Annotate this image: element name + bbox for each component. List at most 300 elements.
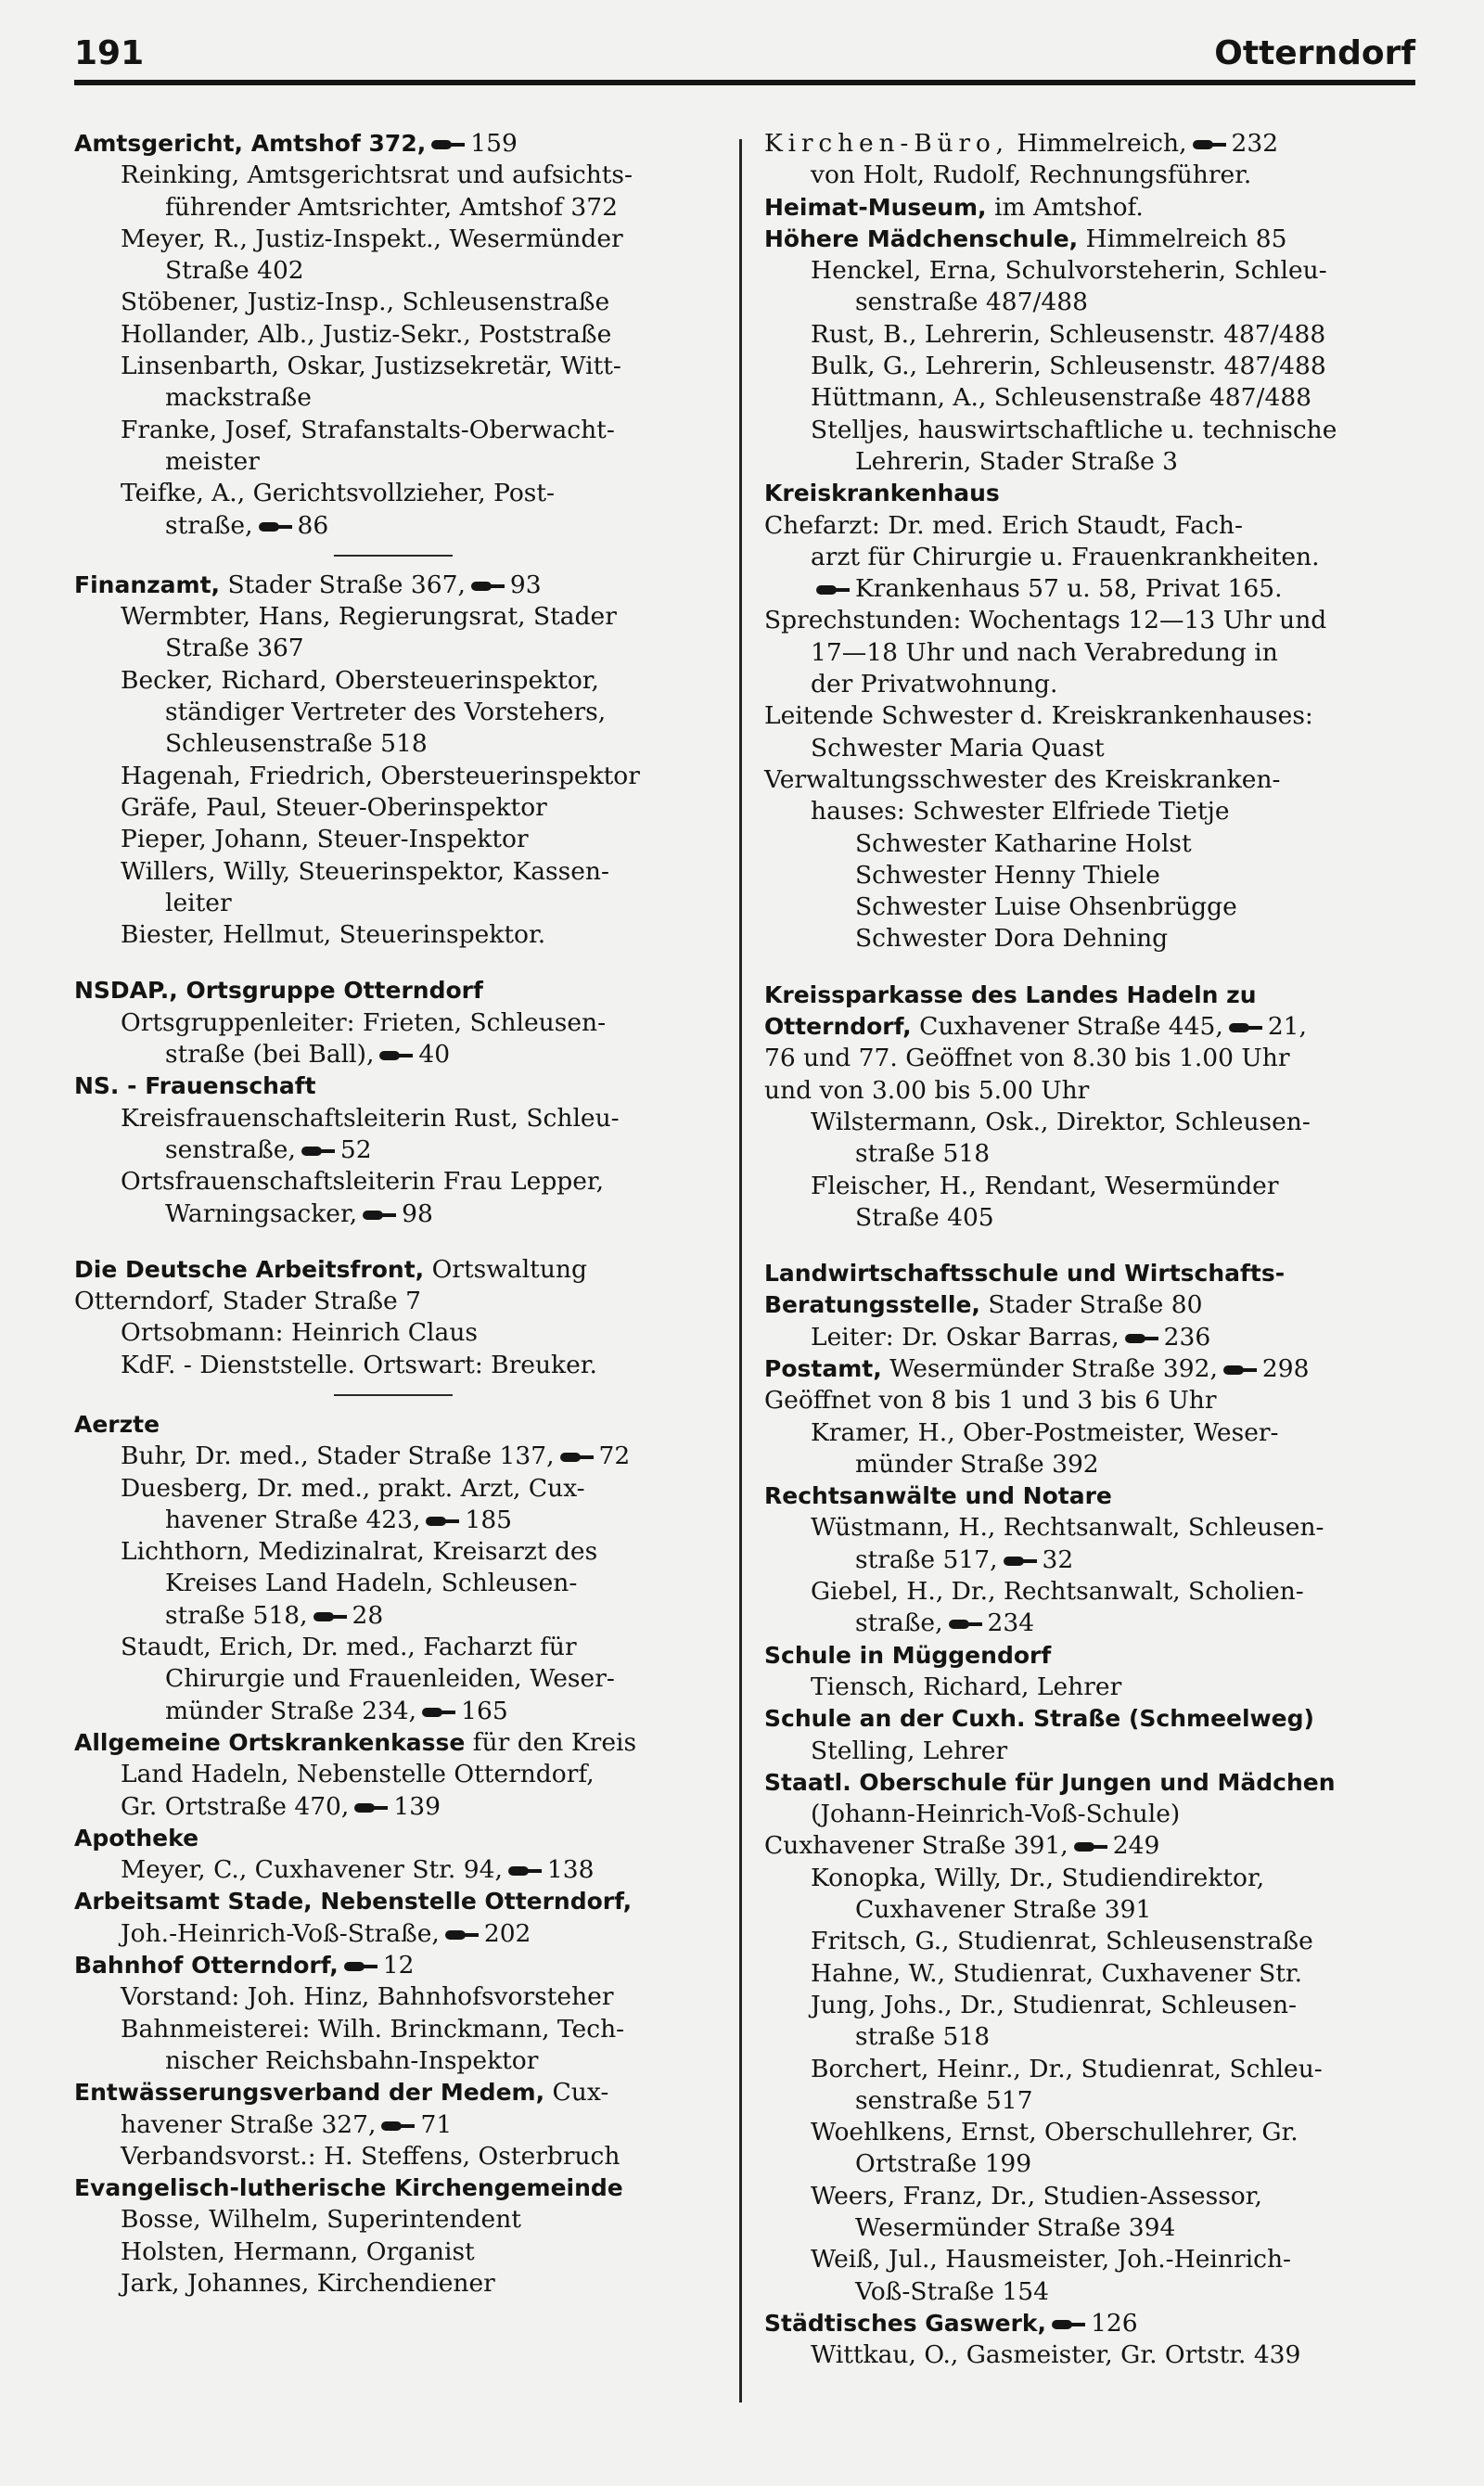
entry-heading-line <box>74 1886 714 1917</box>
entry-line <box>764 2085 1414 2117</box>
entry-text: Schwester Dora Dehning <box>855 924 1169 954</box>
entry-line <box>74 224 714 255</box>
entry-text: Krankenhaus 57 u. 58, Privat 165. <box>855 574 1283 604</box>
entry-text: Lehrerin, Stader Straße 3 <box>855 446 1179 476</box>
entry-text: Teifke, A., Gerichtsvollzieher, Post- <box>121 479 555 508</box>
entry-text: Linsenbarth, Oskar, Justizsekretär, Witt- <box>121 352 621 381</box>
entry-heading-line <box>74 1950 714 1981</box>
entry-line <box>764 1736 1414 1767</box>
entry-text: meister <box>165 446 260 476</box>
entry-heading: Apotheke <box>74 1824 199 1852</box>
entry-text: havener Straße 327, <box>121 2109 377 2139</box>
section-gap <box>74 1230 714 1254</box>
entry-text: straße 517, <box>855 1544 998 1574</box>
entry-text: (Johann-Heinrich-Voß-Schule) <box>811 1800 1181 1829</box>
entry-text: ständiger Vertreter des Vorstehers, <box>165 698 607 727</box>
telephone-icon <box>377 1048 415 1063</box>
telephone-icon <box>361 1208 398 1223</box>
telephone-icon <box>1050 2317 1087 2332</box>
entry-line <box>74 1918 714 1950</box>
left-column <box>74 128 714 2300</box>
entry-text: Gräfe, Paul, Steuer-Oberinspektor <box>121 792 547 822</box>
entry-text: Cux- <box>544 2078 609 2108</box>
entry-line <box>764 2148 1414 2180</box>
entry-heading: Arbeitsamt Stade, Nebenstelle Otterndorf, <box>74 1888 633 1916</box>
telephone-icon <box>429 137 467 152</box>
entry-text: Schleusenstraße 518 <box>165 729 428 759</box>
entry-line <box>764 891 1414 923</box>
entry-heading: Kreiskrankenhaus <box>764 480 1000 507</box>
entry-text: Straße 405 <box>855 1202 994 1232</box>
entry-text: Chirurgie und Frauenleiden, Weser- <box>165 1664 615 1694</box>
phone-number: 72 <box>598 1442 631 1471</box>
entry-heading: Amtsgericht, Amtshof 372, <box>74 130 427 157</box>
entry-line <box>74 1536 714 1568</box>
entry-line <box>74 1854 714 1886</box>
entry-line <box>74 446 714 478</box>
entry-line <box>74 1696 714 1727</box>
entry-heading-line <box>74 1727 714 1759</box>
entry-line <box>764 1512 1414 1544</box>
entry-heading: Bahnhof Otterndorf, <box>74 1952 339 1980</box>
entry-line <box>764 1863 1414 1894</box>
entry-text: Tiensch, Richard, Lehrer <box>811 1672 1122 1701</box>
entry-text: senstraße, <box>165 1134 296 1164</box>
entry-heading-line <box>764 1703 1414 1735</box>
entry-heading: Schule in Müggendorf <box>764 1641 1052 1669</box>
entry-text: Jark, Johannes, Kirchendiener <box>121 2269 495 2298</box>
entry-line <box>74 633 714 664</box>
entry-text: Geöffnet von 8 bis 1 und 3 bis 6 Uhr <box>764 1386 1217 1416</box>
phone-number: 93 <box>509 570 542 599</box>
entry-text: Straße 402 <box>165 256 304 286</box>
phone-number: 298 <box>1261 1353 1310 1383</box>
entry-heading: Finanzamt, <box>74 570 221 598</box>
entry-heading-line <box>74 2172 714 2204</box>
entry-line <box>764 1672 1414 1703</box>
entry-line <box>764 2276 1414 2308</box>
entry-text: Kreises Land Hadeln, Schleusen- <box>165 1569 578 1598</box>
entry-heading: Beratungsstelle, <box>764 1291 980 1319</box>
entry-text: Weers, Franz, Dr., Studien-Assessor, <box>811 2181 1262 2210</box>
entry-line <box>764 1926 1414 1957</box>
entry-line <box>764 637 1414 669</box>
entry-heading-line <box>74 1254 714 1286</box>
telephone-icon <box>424 1514 461 1529</box>
entry-line <box>74 728 714 760</box>
phone-number: 126 <box>1091 2308 1138 2338</box>
entry-heading-line <box>74 975 714 1006</box>
entry-text: Sprechstunden: Wochentags 12—13 Uhr und <box>764 606 1327 635</box>
entry-text: Schwester Katharine Holst <box>855 828 1192 858</box>
entry-heading: Evangelisch-lutherische Kirchengemeinde <box>74 2174 623 2202</box>
column-divider <box>739 139 742 2403</box>
entry-text: Bosse, Wilhelm, Superintendent <box>121 2205 521 2235</box>
phone-number: 159 <box>470 129 518 158</box>
entry-line <box>764 669 1414 700</box>
entry-line <box>764 1449 1414 1480</box>
phone-number: 71 <box>420 2109 453 2139</box>
entry-line <box>74 665 714 697</box>
entry-text: Stelljes, hauswirtschaftliche u. technische <box>811 415 1337 444</box>
entry-spaced-title: Kirchen-Büro, <box>764 129 1009 158</box>
entry-text: Biester, Hellmut, Steuerinspektor. <box>121 920 546 950</box>
entry-text: havener Straße 423, <box>165 1505 421 1534</box>
entry-text: Himmelreich, <box>1008 129 1187 158</box>
phone-number: 234 <box>987 1608 1035 1638</box>
entry-text: für den Kreis <box>465 1727 637 1757</box>
entry-text: straße 518 <box>855 2022 991 2052</box>
entry-text: Franke, Josef, Strafanstalts-Oberwacht- <box>121 415 615 444</box>
entry-text: Schwester Maria Quast <box>811 733 1105 762</box>
right-column <box>764 128 1414 2371</box>
entry-text: Stader Straße 367, <box>220 570 466 599</box>
entry-text: Rust, B., Lehrerin, Schleusenstr. 487/488 <box>811 319 1326 349</box>
entry-heading: Städtisches Gaswerk, <box>764 2309 1047 2337</box>
entry-heading-line <box>764 980 1414 1011</box>
entry-line <box>74 1600 714 1632</box>
entry-text: Stöbener, Justiz-Insp., Schleusenstraße <box>121 288 610 317</box>
entry-text: straße (bei Ball), <box>165 1040 375 1070</box>
telephone-icon <box>1072 1839 1109 1854</box>
entry-heading: Die Deutsche Arbeitsfront, <box>74 1255 425 1283</box>
phone-number: 202 <box>483 1918 531 1948</box>
telephone-icon <box>947 1617 984 1632</box>
entry-line <box>74 1317 714 1349</box>
entry-text: Reinking, Amtsgerichtsrat und aufsichts- <box>121 160 633 190</box>
entry-text: Wüstmann, H., Rechtsanwalt, Schleusen- <box>811 1513 1324 1543</box>
entry-text: mackstraße <box>165 383 312 413</box>
entry-text: Chefarzt: Dr. med. Erich Staudt, Fach- <box>764 510 1243 540</box>
entry-heading-line <box>764 1011 1414 1043</box>
phone-number: 232 <box>1231 129 1279 158</box>
entry-text: arzt für Chirurgie u. Frauenkrankheiten. <box>811 542 1320 571</box>
telephone-icon <box>469 579 506 594</box>
entry-text: Weiß, Jul., Hausmeister, Joh.-Heinrich- <box>811 2245 1291 2275</box>
entry-line <box>74 1473 714 1505</box>
entry-line <box>74 856 714 888</box>
entry-text: straße 518 <box>855 1139 991 1169</box>
entry-heading-line <box>764 1258 1414 1289</box>
entry-line <box>764 128 1414 160</box>
section-separator <box>334 555 453 557</box>
entry-line <box>764 319 1414 351</box>
entry-line <box>764 1799 1414 1830</box>
phone-number: 98 <box>402 1198 433 1228</box>
entry-text: Giebel, H., Dr., Rechtsanwalt, Scholien- <box>811 1577 1304 1607</box>
entry-line <box>74 1441 714 1472</box>
entry-text: münder Straße 392 <box>855 1449 1099 1479</box>
entry-heading-line <box>74 1823 714 1854</box>
entry-line <box>74 1134 714 1166</box>
entry-line <box>74 2109 714 2141</box>
entry-line <box>764 605 1414 636</box>
entry-line <box>74 255 714 287</box>
entry-heading-line <box>74 128 714 160</box>
entry-line <box>764 2181 1414 2212</box>
place-title: Otterndorf <box>1214 34 1415 72</box>
entry-line <box>74 510 714 542</box>
entry-text: Straße 367 <box>165 634 304 663</box>
entry-heading-line <box>764 192 1414 224</box>
entry-line <box>764 1385 1414 1416</box>
entry-line <box>764 1576 1414 1608</box>
entry-text: Fleischer, H., Rendant, Wesermünder <box>811 1171 1279 1200</box>
phone-number: 12 <box>382 1951 415 1980</box>
entry-line <box>764 446 1414 478</box>
entry-heading: Allgemeine Ortskrankenkasse <box>74 1728 466 1756</box>
entry-line <box>764 1417 1414 1449</box>
phone-number: 165 <box>461 1696 508 1725</box>
page-header <box>74 26 1415 72</box>
entry-text: Gr. Ortstraße 470, <box>121 1791 350 1821</box>
entry-line <box>74 2268 714 2300</box>
entry-line <box>74 2236 714 2268</box>
entry-text: leiter <box>165 888 232 917</box>
entry-heading: Höhere Mädchenschule, <box>764 224 1079 252</box>
entry-line <box>74 1103 714 1134</box>
entry-heading: Rechtsanwälte und Notare <box>764 1482 1112 1510</box>
entry-line <box>74 1632 714 1663</box>
entry-text: Warningsacker, <box>165 1198 358 1228</box>
entry-text: Leiter: Dr. Oskar Barras, <box>811 1322 1119 1352</box>
phone-number: 138 <box>546 1855 595 1885</box>
entry-line <box>764 1043 1414 1074</box>
entry-line <box>74 192 714 224</box>
entry-text: Vorstand: Joh. Hinz, Bahnhofsvorsteher <box>121 1982 614 2012</box>
entry-line <box>764 287 1414 318</box>
entry-line <box>74 1198 714 1230</box>
page-number: 191 <box>74 34 145 72</box>
entry-text: Buhr, Dr. med., Stader Straße 137, <box>121 1442 555 1471</box>
entry-heading-line <box>74 1070 714 1102</box>
entry-line <box>764 796 1414 827</box>
entry-text: der Privatwohnung. <box>811 670 1058 699</box>
entry-text: führender Amtsrichter, Amtshof 372 <box>165 192 618 222</box>
entry-text: Stader Straße 80 <box>979 1290 1203 1320</box>
telephone-icon <box>352 1800 390 1815</box>
entry-line <box>74 919 714 951</box>
entry-heading-line <box>74 1409 714 1441</box>
telephone-icon <box>814 583 851 597</box>
entry-text: 76 und 77. Geöffnet von 8.30 bis 1.00 Uhr <box>764 1044 1290 1073</box>
entry-line <box>764 1107 1414 1138</box>
entry-text: und von 3.00 bis 5.00 Uhr <box>764 1075 1090 1105</box>
entry-line <box>764 2117 1414 2148</box>
entry-line <box>764 415 1414 446</box>
entry-line <box>764 700 1414 732</box>
entry-line <box>74 1568 714 1599</box>
entry-text: nischer Reichsbahn-Inspektor <box>165 2045 539 2075</box>
telephone-icon <box>257 519 294 534</box>
entry-line <box>74 1039 714 1070</box>
entry-line <box>74 351 714 382</box>
entry-text: straße, <box>855 1608 943 1638</box>
entry-line <box>74 601 714 633</box>
entry-text: Verbandsvorst.: H. Steffens, Osterbruch <box>121 2141 620 2171</box>
entry-heading: Staatl. Oberschule für Jungen und Mädchen <box>764 1768 1336 1796</box>
entry-text: Verwaltungsschwester des Kreiskranken- <box>764 764 1281 794</box>
entry-line <box>764 1544 1414 1576</box>
entry-line <box>74 1166 714 1198</box>
entry-text: Land Hadeln, Nebenstelle Otterndorf, <box>121 1760 595 1789</box>
phone-number: 86 <box>297 510 329 540</box>
entry-line <box>764 860 1414 891</box>
entry-text: im Amtshof. <box>986 192 1144 222</box>
entry-heading-line <box>764 224 1414 255</box>
entry-line <box>764 255 1414 287</box>
entry-heading-line <box>764 1353 1414 1385</box>
entry-text: Ortsobmann: Heinrich Claus <box>121 1318 479 1348</box>
entry-line <box>74 287 714 318</box>
entry-text: Jung, Johs., Dr., Studienrat, Schleusen- <box>811 1990 1297 2019</box>
entry-heading: Heimat-Museum, <box>764 193 987 221</box>
entry-line <box>74 697 714 728</box>
entry-text: Ortsgruppenleiter: Frieten, Schleusen- <box>121 1007 607 1037</box>
entry-line <box>764 1075 1414 1107</box>
entry-line <box>764 2054 1414 2085</box>
entry-text: Hüttmann, A., Schleusenstraße 487/488 <box>811 383 1312 413</box>
phone-number: 52 <box>339 1134 372 1164</box>
entry-line <box>764 1830 1414 1862</box>
entry-text: senstraße 487/488 <box>855 288 1088 317</box>
entry-line <box>74 319 714 351</box>
entry-line <box>74 382 714 414</box>
entry-text: Hollander, Alb., Justiz-Sekr., Poststraße <box>121 319 612 349</box>
entry-heading: Postamt, <box>764 1354 882 1382</box>
entry-line <box>764 2021 1414 2053</box>
entry-line <box>764 2212 1414 2244</box>
entry-text: Meyer, C., Cuxhavener Str. 94, <box>121 1855 503 1885</box>
phone-number: 28 <box>352 1600 384 1630</box>
telephone-icon <box>1002 1554 1039 1569</box>
entry-text: Himmelreich 85 <box>1078 224 1287 253</box>
entry-line <box>74 1286 714 1317</box>
entry-line <box>74 2204 714 2236</box>
entry-text: Konopka, Willy, Dr., Studiendirektor, <box>811 1863 1265 1892</box>
entry-text: Lichthorn, Medizinalrat, Kreisarzt des <box>121 1537 598 1567</box>
entry-line <box>74 888 714 919</box>
entry-text: senstraße 517 <box>855 2085 1033 2115</box>
entry-line <box>764 510 1414 542</box>
phone-number: 40 <box>418 1040 451 1070</box>
entry-line <box>74 1350 714 1381</box>
entry-text: Cuxhavener Straße 445, <box>911 1012 1223 1042</box>
entry-heading: Aerzte <box>74 1410 160 1438</box>
entry-line <box>74 2141 714 2172</box>
entry-text: Ortsfrauenschaftsleiterin Frau Lepper, <box>121 1167 605 1197</box>
entry-text: Duesberg, Dr. med., prakt. Arzt, Cux- <box>121 1473 585 1503</box>
entry-text: Borchert, Heinr., Dr., Studienrat, Schleu- <box>811 2054 1323 2083</box>
entry-heading: Schule an der Cuxh. Straße (Schmeelweg) <box>764 1705 1314 1733</box>
entry-line <box>764 1958 1414 1990</box>
entry-text: Bahnmeisterei: Wilh. Brinckmann, Tech- <box>121 2014 625 2044</box>
entry-line <box>74 761 714 792</box>
entry-heading-line <box>764 1640 1414 1672</box>
phone-number: 139 <box>393 1791 441 1821</box>
entry-text: straße, <box>165 510 253 540</box>
entry-text: Staudt, Erich, Dr. med., Facharzt für <box>121 1633 577 1662</box>
entry-text: Schwester Henny Thiele <box>855 860 1160 890</box>
phone-number: 185 <box>465 1505 513 1534</box>
entry-line <box>764 1322 1414 1353</box>
phone-number: 236 <box>1163 1322 1211 1352</box>
entry-line <box>74 1981 714 2013</box>
entry-line <box>764 2339 1414 2371</box>
entry-heading-line <box>764 1289 1414 1321</box>
telephone-icon <box>506 1864 544 1878</box>
entry-text: Holsten, Hermann, Organist <box>121 2236 475 2266</box>
entry-line <box>74 2045 714 2077</box>
entry-text: münder Straße 234, <box>165 1696 417 1725</box>
telephone-icon <box>1191 137 1228 152</box>
entry-text: Leitende Schwester d. Kreiskrankenhauses: <box>764 701 1313 731</box>
entry-line <box>74 160 714 191</box>
entry-line <box>764 542 1414 573</box>
entry-text: Fritsch, G., Studienrat, Schleusenstraße <box>811 1927 1313 1956</box>
entry-text: Stelling, Lehrer <box>811 1736 1008 1765</box>
telephone-icon <box>342 1959 379 1974</box>
telephone-icon <box>443 1928 480 1942</box>
phone-number: 32 <box>1042 1544 1074 1574</box>
section-separator <box>334 1394 453 1396</box>
entry-text: 17—18 Uhr und nach Verabredung in <box>811 637 1278 667</box>
entry-line <box>74 792 714 824</box>
entry-text: Wesermünder Straße 392, <box>881 1353 1218 1383</box>
entry-text: Cuxhavener Straße 391, <box>764 1831 1068 1861</box>
entry-line <box>74 2014 714 2045</box>
entry-line <box>764 1202 1414 1234</box>
entry-heading: Landwirtschaftsschule und Wirtschafts- <box>764 1260 1286 1288</box>
entry-heading: Entwässerungsverband der Medem, <box>74 2079 545 2107</box>
entry-text: hauses: Schwester Elfriede Tietje <box>811 797 1230 827</box>
entry-line <box>74 1791 714 1823</box>
entry-line <box>764 1894 1414 1926</box>
entry-text: Ortstraße 199 <box>855 2149 1032 2179</box>
entry-text: Henckel, Erna, Schulvorsteherin, Schleu- <box>811 256 1327 286</box>
entry-text: Kramer, H., Ober-Postmeister, Weser- <box>811 1417 1279 1447</box>
entry-line <box>764 923 1414 955</box>
entry-text: Wilstermann, Osk., Direktor, Schleusen- <box>811 1107 1311 1136</box>
header-rule <box>74 80 1415 85</box>
entry-heading: NS. - Frauenschaft <box>74 1072 316 1100</box>
telephone-icon <box>420 1705 457 1720</box>
entry-line <box>74 1663 714 1695</box>
entry-line <box>74 1007 714 1039</box>
entry-text: Ortswaltung <box>424 1254 587 1284</box>
entry-heading: NSDAP., Ortsgruppe Otterndorf <box>74 977 483 1005</box>
telephone-icon <box>300 1144 337 1159</box>
entry-heading-line <box>764 1767 1414 1799</box>
entry-line <box>764 733 1414 764</box>
entry-text: von Holt, Rudolf, Rechnungsführer. <box>811 160 1252 190</box>
entry-line <box>764 160 1414 191</box>
entry-heading-line <box>74 570 714 601</box>
entry-text: Woehlkens, Ernst, Oberschullehrer, Gr. <box>811 2118 1298 2147</box>
entry-line <box>764 1608 1414 1639</box>
entry-text: Wittkau, O., Gasmeister, Gr. Ortstr. 439 <box>811 2340 1301 2370</box>
entry-text: Joh.-Heinrich-Voß-Straße, <box>121 1918 440 1948</box>
entry-text: Bulk, G., Lehrerin, Schleusenstr. 487/488 <box>811 352 1326 381</box>
entry-line <box>74 824 714 855</box>
entry-text: Cuxhavener Straße 391 <box>855 1895 1152 1925</box>
section-gap <box>74 951 714 975</box>
entry-line <box>74 415 714 446</box>
entry-heading-line <box>764 2308 1414 2339</box>
entry-heading-line <box>74 2077 714 2108</box>
entry-text: Kreisfrauenschaftsleiterin Rust, Schleu- <box>121 1103 620 1133</box>
entry-line <box>764 1990 1414 2021</box>
